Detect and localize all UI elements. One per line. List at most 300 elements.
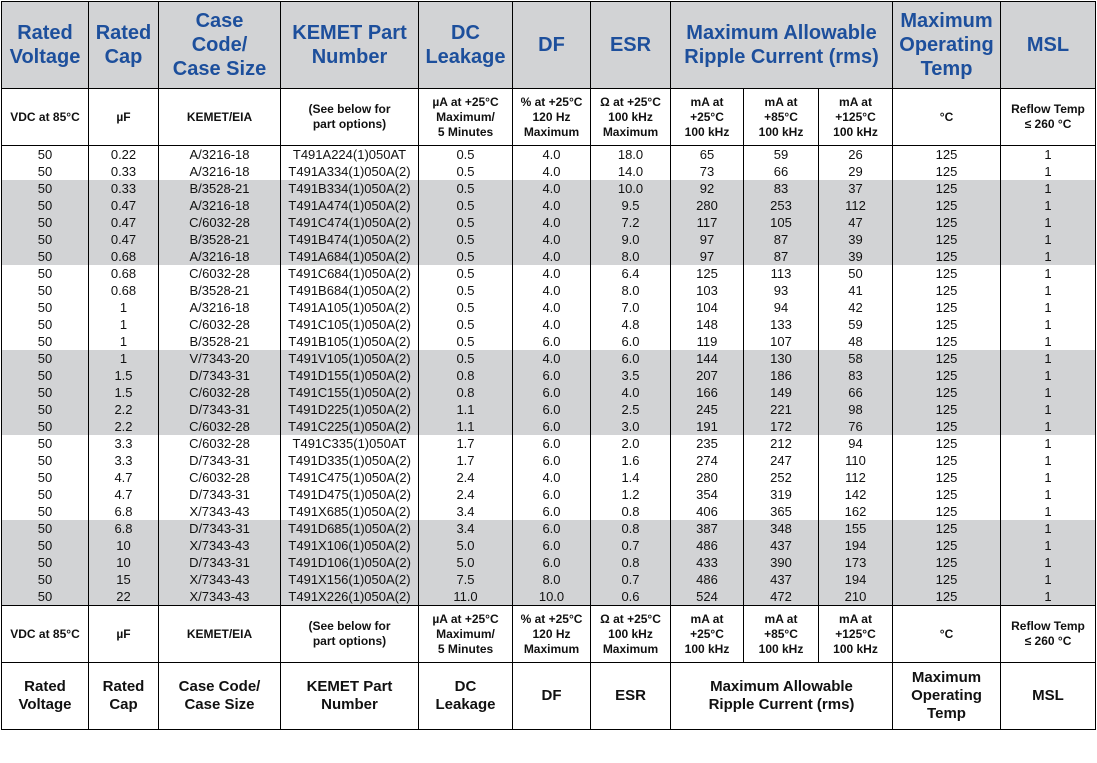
cell-case-code: D/7343-31	[159, 486, 281, 503]
cell-case-code: D/7343-31	[159, 520, 281, 537]
cell-esr: 10.0	[591, 180, 671, 197]
cell-df: 4.0	[513, 350, 591, 367]
cell-rated-voltage: 50	[2, 452, 89, 469]
cell-df: 4.0	[513, 197, 591, 214]
unit-cell: mA at +125°C 100 kHz	[819, 89, 893, 146]
unit-cell: Reflow Temp ≤ 260 °C	[1001, 89, 1096, 146]
cell-part-number: T491A474(1)050A(2)	[281, 197, 419, 214]
cell-msl: 1	[1001, 163, 1096, 180]
cell-ripple-25c: 274	[671, 452, 744, 469]
cell-part-number: T491B334(1)050A(2)	[281, 180, 419, 197]
cell-msl: 1	[1001, 197, 1096, 214]
table-row	[2, 197, 1096, 214]
cell-ripple-85c: 365	[744, 503, 819, 520]
cell-max-temp: 125	[893, 520, 1001, 537]
table-row	[2, 469, 1096, 486]
cell-esr: 8.0	[591, 282, 671, 299]
table-row	[2, 554, 1096, 571]
cell-df: 6.0	[513, 384, 591, 401]
cell-rated-voltage: 50	[2, 418, 89, 435]
cell-ripple-85c: 186	[744, 367, 819, 384]
cell-rated-voltage: 50	[2, 401, 89, 418]
cell-ripple-85c: 390	[744, 554, 819, 571]
cell-msl: 1	[1001, 520, 1096, 537]
cell-esr: 6.4	[591, 265, 671, 282]
unit-cell: % at +25°C 120 Hz Maximum	[513, 606, 591, 663]
cell-ripple-25c: 166	[671, 384, 744, 401]
unit-cell: KEMET/EIA	[159, 89, 281, 146]
cell-rated-cap: 0.33	[89, 180, 159, 197]
cell-ripple-125c: 110	[819, 452, 893, 469]
cell-max-temp: 125	[893, 554, 1001, 571]
cell-rated-cap: 0.68	[89, 265, 159, 282]
cell-df: 6.0	[513, 401, 591, 418]
cell-ripple-125c: 58	[819, 350, 893, 367]
cell-rated-cap: 4.7	[89, 469, 159, 486]
cell-esr: 1.4	[591, 469, 671, 486]
unit-cell: (See below for part options)	[281, 89, 419, 146]
table-row	[2, 180, 1096, 197]
unit-cell: Ω at +25°C 100 kHz Maximum	[591, 606, 671, 663]
capacitor-spec-table	[1, 1, 1096, 730]
cell-rated-cap: 4.7	[89, 486, 159, 503]
cell-rated-cap: 1.5	[89, 384, 159, 401]
cell-df: 6.0	[513, 418, 591, 435]
cell-df: 4.0	[513, 469, 591, 486]
cell-rated-voltage: 50	[2, 180, 89, 197]
cell-ripple-125c: 39	[819, 248, 893, 265]
cell-df: 4.0	[513, 316, 591, 333]
cell-ripple-125c: 194	[819, 571, 893, 588]
cell-msl: 1	[1001, 180, 1096, 197]
cell-dc-leakage: 0.5	[419, 146, 513, 164]
cell-msl: 1	[1001, 588, 1096, 606]
cell-esr: 4.8	[591, 316, 671, 333]
cell-dc-leakage: 3.4	[419, 520, 513, 537]
table-row	[2, 350, 1096, 367]
cell-ripple-25c: 354	[671, 486, 744, 503]
cell-ripple-125c: 112	[819, 469, 893, 486]
cell-part-number: T491C684(1)050A(2)	[281, 265, 419, 282]
cell-ripple-85c: 94	[744, 299, 819, 316]
cell-dc-leakage: 0.5	[419, 333, 513, 350]
cell-rated-voltage: 50	[2, 486, 89, 503]
cell-max-temp: 125	[893, 180, 1001, 197]
cell-ripple-25c: 103	[671, 282, 744, 299]
cell-df: 10.0	[513, 588, 591, 606]
cell-case-code: A/3216-18	[159, 248, 281, 265]
cell-part-number: T491C474(1)050A(2)	[281, 214, 419, 231]
cell-case-code: D/7343-31	[159, 367, 281, 384]
cell-part-number: T491D685(1)050A(2)	[281, 520, 419, 537]
cell-rated-cap: 2.2	[89, 418, 159, 435]
cell-max-temp: 125	[893, 537, 1001, 554]
cell-ripple-25c: 73	[671, 163, 744, 180]
cell-ripple-85c: 437	[744, 571, 819, 588]
footer-units-row	[2, 606, 1096, 663]
cell-dc-leakage: 0.5	[419, 163, 513, 180]
cell-esr: 8.0	[591, 248, 671, 265]
cell-dc-leakage: 5.0	[419, 537, 513, 554]
cell-rated-cap: 1.5	[89, 367, 159, 384]
cell-case-code: C/6032-28	[159, 384, 281, 401]
cell-esr: 2.5	[591, 401, 671, 418]
cell-dc-leakage: 3.4	[419, 503, 513, 520]
cell-ripple-85c: 59	[744, 146, 819, 164]
cell-esr: 1.6	[591, 452, 671, 469]
cell-ripple-125c: 76	[819, 418, 893, 435]
cell-ripple-25c: 191	[671, 418, 744, 435]
cell-esr: 0.8	[591, 554, 671, 571]
cell-dc-leakage: 11.0	[419, 588, 513, 606]
unit-cell: µA at +25°C Maximum/ 5 Minutes	[419, 606, 513, 663]
cell-esr: 7.2	[591, 214, 671, 231]
cell-part-number: T491D475(1)050A(2)	[281, 486, 419, 503]
table-row	[2, 520, 1096, 537]
cell-rated-cap: 1	[89, 333, 159, 350]
header-case-code: Case Code/ Case Size	[159, 2, 281, 89]
cell-dc-leakage: 5.0	[419, 554, 513, 571]
cell-rated-voltage: 50	[2, 299, 89, 316]
cell-df: 4.0	[513, 299, 591, 316]
cell-ripple-125c: 59	[819, 316, 893, 333]
cell-ripple-25c: 117	[671, 214, 744, 231]
cell-dc-leakage: 0.5	[419, 180, 513, 197]
cell-rated-voltage: 50	[2, 588, 89, 606]
unit-cell: µF	[89, 89, 159, 146]
table-row	[2, 299, 1096, 316]
cell-msl: 1	[1001, 333, 1096, 350]
cell-rated-cap: 0.33	[89, 163, 159, 180]
table-row	[2, 146, 1096, 164]
cell-ripple-85c: 133	[744, 316, 819, 333]
cell-part-number: T491B105(1)050A(2)	[281, 333, 419, 350]
cell-case-code: C/6032-28	[159, 214, 281, 231]
cell-rated-cap: 15	[89, 571, 159, 588]
cell-rated-cap: 6.8	[89, 503, 159, 520]
cell-dc-leakage: 1.7	[419, 452, 513, 469]
cell-ripple-125c: 112	[819, 197, 893, 214]
cell-ripple-125c: 162	[819, 503, 893, 520]
cell-ripple-125c: 48	[819, 333, 893, 350]
cell-df: 6.0	[513, 435, 591, 452]
cell-rated-voltage: 50	[2, 163, 89, 180]
units-row	[2, 89, 1096, 146]
table-body	[2, 146, 1096, 606]
cell-esr: 7.0	[591, 299, 671, 316]
cell-case-code: X/7343-43	[159, 503, 281, 520]
unit-cell: Ω at +25°C 100 kHz Maximum	[591, 89, 671, 146]
cell-rated-voltage: 50	[2, 197, 89, 214]
cell-msl: 1	[1001, 299, 1096, 316]
cell-ripple-85c: 87	[744, 231, 819, 248]
cell-ripple-125c: 142	[819, 486, 893, 503]
header-row	[2, 2, 1096, 89]
cell-max-temp: 125	[893, 384, 1001, 401]
cell-ripple-125c: 155	[819, 520, 893, 537]
cell-part-number: T491X685(1)050A(2)	[281, 503, 419, 520]
cell-max-temp: 125	[893, 163, 1001, 180]
cell-dc-leakage: 2.4	[419, 469, 513, 486]
cell-ripple-25c: 92	[671, 180, 744, 197]
cell-case-code: X/7343-43	[159, 571, 281, 588]
cell-esr: 4.0	[591, 384, 671, 401]
cell-msl: 1	[1001, 214, 1096, 231]
cell-dc-leakage: 1.1	[419, 401, 513, 418]
cell-ripple-85c: 93	[744, 282, 819, 299]
cell-rated-cap: 1	[89, 299, 159, 316]
cell-rated-cap: 10	[89, 554, 159, 571]
cell-part-number: T491A224(1)050AT	[281, 146, 419, 164]
cell-part-number: T491A684(1)050A(2)	[281, 248, 419, 265]
cell-max-temp: 125	[893, 282, 1001, 299]
unit-cell: % at +25°C 120 Hz Maximum	[513, 89, 591, 146]
cell-rated-cap: 2.2	[89, 401, 159, 418]
cell-max-temp: 125	[893, 588, 1001, 606]
unit-cell: VDC at 85°C	[2, 89, 89, 146]
cell-part-number: T491D335(1)050A(2)	[281, 452, 419, 469]
cell-ripple-25c: 65	[671, 146, 744, 164]
table-row	[2, 231, 1096, 248]
cell-case-code: B/3528-21	[159, 180, 281, 197]
cell-ripple-85c: 247	[744, 452, 819, 469]
cell-dc-leakage: 0.8	[419, 367, 513, 384]
cell-rated-cap: 0.47	[89, 197, 159, 214]
cell-part-number: T491B684(1)050A(2)	[281, 282, 419, 299]
cell-case-code: A/3216-18	[159, 163, 281, 180]
cell-part-number: T491D106(1)050A(2)	[281, 554, 419, 571]
cell-ripple-125c: 194	[819, 537, 893, 554]
cell-msl: 1	[1001, 282, 1096, 299]
cell-case-code: A/3216-18	[159, 197, 281, 214]
cell-rated-voltage: 50	[2, 231, 89, 248]
cell-dc-leakage: 0.5	[419, 265, 513, 282]
unit-cell: mA at +85°C 100 kHz	[744, 606, 819, 663]
cell-msl: 1	[1001, 367, 1096, 384]
cell-part-number: T491D155(1)050A(2)	[281, 367, 419, 384]
cell-ripple-85c: 113	[744, 265, 819, 282]
cell-ripple-85c: 130	[744, 350, 819, 367]
cell-msl: 1	[1001, 401, 1096, 418]
cell-msl: 1	[1001, 248, 1096, 265]
cell-ripple-125c: 210	[819, 588, 893, 606]
cell-part-number: T491X226(1)050A(2)	[281, 588, 419, 606]
cell-ripple-85c: 66	[744, 163, 819, 180]
cell-esr: 0.6	[591, 588, 671, 606]
cell-max-temp: 125	[893, 469, 1001, 486]
cell-df: 4.0	[513, 163, 591, 180]
cell-max-temp: 125	[893, 401, 1001, 418]
cell-msl: 1	[1001, 316, 1096, 333]
cell-rated-voltage: 50	[2, 384, 89, 401]
cell-ripple-85c: 149	[744, 384, 819, 401]
unit-cell: VDC at 85°C	[2, 606, 89, 663]
cell-ripple-125c: 37	[819, 180, 893, 197]
cell-esr: 0.8	[591, 520, 671, 537]
cell-msl: 1	[1001, 350, 1096, 367]
cell-esr: 3.5	[591, 367, 671, 384]
table-row	[2, 333, 1096, 350]
cell-ripple-25c: 104	[671, 299, 744, 316]
cell-case-code: V/7343-20	[159, 350, 281, 367]
cell-max-temp: 125	[893, 367, 1001, 384]
cell-rated-voltage: 50	[2, 214, 89, 231]
cell-ripple-25c: 280	[671, 197, 744, 214]
cell-max-temp: 125	[893, 248, 1001, 265]
unit-cell: mA at +25°C 100 kHz	[671, 89, 744, 146]
header-msl: MSL	[1001, 2, 1096, 89]
header-rated-cap: Rated Cap	[89, 2, 159, 89]
table-row	[2, 452, 1096, 469]
cell-df: 4.0	[513, 231, 591, 248]
cell-msl: 1	[1001, 486, 1096, 503]
cell-ripple-25c: 97	[671, 248, 744, 265]
cell-dc-leakage: 7.5	[419, 571, 513, 588]
cell-df: 6.0	[513, 537, 591, 554]
cell-part-number: T491D225(1)050A(2)	[281, 401, 419, 418]
cell-ripple-125c: 39	[819, 231, 893, 248]
cell-part-number: T491B474(1)050A(2)	[281, 231, 419, 248]
cell-df: 4.0	[513, 214, 591, 231]
cell-rated-cap: 6.8	[89, 520, 159, 537]
cell-msl: 1	[1001, 554, 1096, 571]
cell-part-number: T491V105(1)050A(2)	[281, 350, 419, 367]
cell-ripple-85c: 107	[744, 333, 819, 350]
table-row	[2, 537, 1096, 554]
cell-max-temp: 125	[893, 452, 1001, 469]
footer-rated-cap: Rated Cap	[89, 663, 159, 730]
cell-df: 6.0	[513, 452, 591, 469]
table-row	[2, 384, 1096, 401]
cell-ripple-25c: 486	[671, 537, 744, 554]
cell-max-temp: 125	[893, 503, 1001, 520]
cell-part-number: T491X106(1)050A(2)	[281, 537, 419, 554]
cell-ripple-85c: 87	[744, 248, 819, 265]
cell-case-code: C/6032-28	[159, 316, 281, 333]
footer-dc-leakage: DC Leakage	[419, 663, 513, 730]
cell-part-number: T491A334(1)050A(2)	[281, 163, 419, 180]
cell-df: 4.0	[513, 146, 591, 164]
cell-ripple-25c: 245	[671, 401, 744, 418]
cell-rated-voltage: 50	[2, 350, 89, 367]
cell-ripple-25c: 148	[671, 316, 744, 333]
cell-dc-leakage: 1.1	[419, 418, 513, 435]
cell-ripple-25c: 235	[671, 435, 744, 452]
cell-df: 6.0	[513, 486, 591, 503]
cell-case-code: A/3216-18	[159, 146, 281, 164]
cell-rated-voltage: 50	[2, 282, 89, 299]
cell-df: 6.0	[513, 520, 591, 537]
cell-msl: 1	[1001, 469, 1096, 486]
cell-ripple-25c: 119	[671, 333, 744, 350]
cell-part-number: T491C155(1)050A(2)	[281, 384, 419, 401]
cell-max-temp: 125	[893, 435, 1001, 452]
cell-rated-cap: 1	[89, 316, 159, 333]
footer-ripple-current: Maximum Allowable Ripple Current (rms)	[671, 663, 893, 730]
cell-ripple-85c: 348	[744, 520, 819, 537]
table-row	[2, 248, 1096, 265]
cell-df: 6.0	[513, 503, 591, 520]
cell-dc-leakage: 2.4	[419, 486, 513, 503]
cell-ripple-25c: 486	[671, 571, 744, 588]
cell-rated-cap: 0.68	[89, 248, 159, 265]
footer-part-number: KEMET Part Number	[281, 663, 419, 730]
unit-cell: °C	[893, 89, 1001, 146]
cell-esr: 0.7	[591, 537, 671, 554]
cell-ripple-85c: 472	[744, 588, 819, 606]
cell-part-number: T491C225(1)050A(2)	[281, 418, 419, 435]
cell-msl: 1	[1001, 265, 1096, 282]
cell-ripple-25c: 524	[671, 588, 744, 606]
footer-msl: MSL	[1001, 663, 1096, 730]
cell-max-temp: 125	[893, 350, 1001, 367]
cell-dc-leakage: 0.5	[419, 214, 513, 231]
cell-rated-voltage: 50	[2, 469, 89, 486]
cell-ripple-85c: 83	[744, 180, 819, 197]
header-rated-voltage: Rated Voltage	[2, 2, 89, 89]
footer-df: DF	[513, 663, 591, 730]
cell-ripple-25c: 433	[671, 554, 744, 571]
cell-max-temp: 125	[893, 231, 1001, 248]
cell-ripple-85c: 212	[744, 435, 819, 452]
cell-rated-voltage: 50	[2, 333, 89, 350]
cell-case-code: D/7343-31	[159, 452, 281, 469]
footer-max-temp: Maximum Operating Temp	[893, 663, 1001, 730]
cell-case-code: C/6032-28	[159, 418, 281, 435]
cell-esr: 6.0	[591, 350, 671, 367]
cell-case-code: C/6032-28	[159, 469, 281, 486]
cell-ripple-125c: 50	[819, 265, 893, 282]
cell-max-temp: 125	[893, 486, 1001, 503]
cell-ripple-125c: 47	[819, 214, 893, 231]
cell-ripple-125c: 94	[819, 435, 893, 452]
cell-ripple-25c: 144	[671, 350, 744, 367]
cell-case-code: D/7343-31	[159, 554, 281, 571]
header-df: DF	[513, 2, 591, 89]
cell-dc-leakage: 0.5	[419, 231, 513, 248]
table-row	[2, 571, 1096, 588]
cell-max-temp: 125	[893, 316, 1001, 333]
table-row	[2, 588, 1096, 606]
header-part-number: KEMET Part Number	[281, 2, 419, 89]
cell-ripple-125c: 29	[819, 163, 893, 180]
footer-case-code: Case Code/ Case Size	[159, 663, 281, 730]
cell-ripple-25c: 406	[671, 503, 744, 520]
cell-part-number: T491C475(1)050A(2)	[281, 469, 419, 486]
header-ripple-current: Maximum Allowable Ripple Current (rms)	[671, 2, 893, 89]
table-row	[2, 282, 1096, 299]
cell-esr: 6.0	[591, 333, 671, 350]
cell-msl: 1	[1001, 537, 1096, 554]
unit-cell: Reflow Temp ≤ 260 °C	[1001, 606, 1096, 663]
cell-esr: 0.8	[591, 503, 671, 520]
cell-dc-leakage: 0.5	[419, 197, 513, 214]
cell-case-code: B/3528-21	[159, 282, 281, 299]
cell-df: 4.0	[513, 265, 591, 282]
header-esr: ESR	[591, 2, 671, 89]
cell-esr: 1.2	[591, 486, 671, 503]
cell-esr: 3.0	[591, 418, 671, 435]
cell-esr: 2.0	[591, 435, 671, 452]
cell-rated-voltage: 50	[2, 248, 89, 265]
table-row	[2, 486, 1096, 503]
cell-ripple-85c: 105	[744, 214, 819, 231]
table-row	[2, 265, 1096, 282]
cell-df: 6.0	[513, 333, 591, 350]
unit-cell: mA at +85°C 100 kHz	[744, 89, 819, 146]
cell-dc-leakage: 0.5	[419, 316, 513, 333]
cell-rated-voltage: 50	[2, 146, 89, 164]
